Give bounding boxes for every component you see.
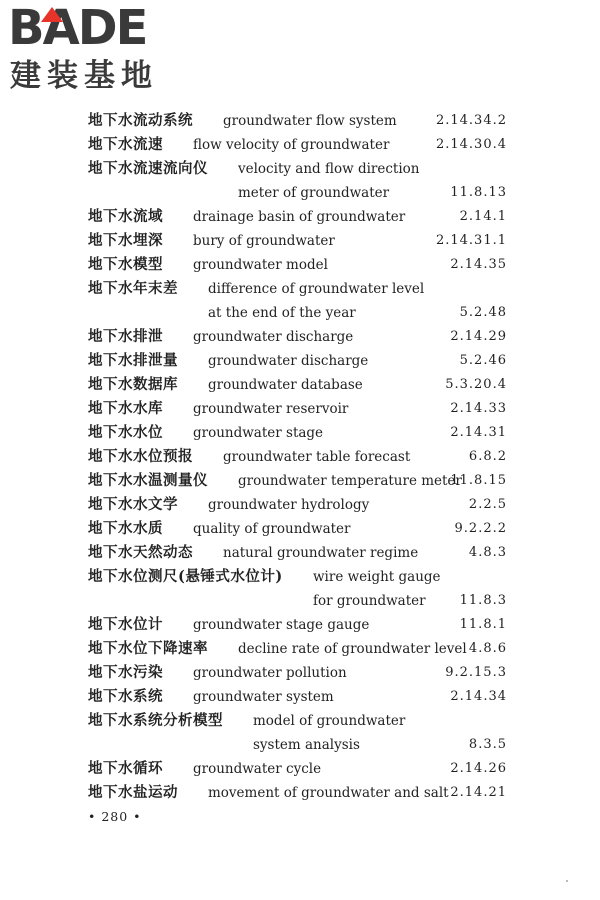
- section-reference: 8.3.5: [468, 737, 507, 752]
- term-chinese: 地下水数据库: [88, 376, 178, 393]
- term-english: flow velocity of groundwater: [193, 137, 390, 153]
- term-chinese: 地下水流速流向仪: [88, 160, 208, 177]
- term-english: groundwater system: [193, 689, 334, 705]
- section-reference: 2.14.29: [450, 329, 507, 344]
- section-reference: 2.14.34: [450, 689, 507, 704]
- page-number: • 280 •: [88, 809, 142, 824]
- section-reference: 2.14.34.2: [435, 113, 507, 128]
- glossary-row: [0, 109, 600, 133]
- term-english: natural groundwater regime: [223, 545, 419, 561]
- section-reference: 2.14.1: [459, 209, 507, 224]
- term-chinese: 地下水循环: [88, 760, 163, 777]
- term-chinese: 地下水年末差: [88, 280, 178, 297]
- glossary-row: [0, 301, 600, 325]
- section-reference: 5.2.46: [459, 353, 507, 368]
- term-english: wire weight gauge: [313, 569, 441, 585]
- term-english: bury of groundwater: [193, 233, 335, 249]
- section-reference: 4.8.3: [468, 545, 507, 560]
- glossary-row: [0, 709, 600, 733]
- term-english: groundwater cycle: [193, 761, 322, 777]
- term-english: movement of groundwater and salt: [208, 785, 449, 801]
- section-reference: 11.8.13: [450, 185, 507, 200]
- term-chinese: 地下水位计: [88, 616, 163, 633]
- term-chinese: 地下水水温测量仪: [88, 472, 208, 489]
- term-english: difference of groundwater level: [208, 281, 425, 297]
- term-chinese: 地下水水库: [88, 400, 163, 417]
- term-english: drainage basin of groundwater: [193, 209, 406, 225]
- glossary-row: [0, 373, 600, 397]
- section-reference: 5.2.48: [459, 305, 507, 320]
- section-reference: 2.14.30.4: [435, 137, 507, 152]
- section-reference: 11.8.3: [459, 593, 507, 608]
- glossary-row: [0, 517, 600, 541]
- term-english: for groundwater: [313, 593, 426, 609]
- glossary-row: [0, 421, 600, 445]
- term-english: groundwater discharge: [193, 329, 354, 345]
- term-chinese: 地下水水文学: [88, 496, 178, 513]
- section-reference: 6.8.2: [468, 449, 507, 464]
- section-reference: 2.14.31: [450, 425, 507, 440]
- glossary-row: [0, 757, 600, 781]
- term-english: at the end of the year: [208, 305, 356, 321]
- term-english: groundwater stage: [193, 425, 324, 441]
- section-reference: 11.8.15: [450, 473, 507, 488]
- term-english: groundwater stage gauge: [193, 617, 370, 633]
- term-chinese: 地下水排泄: [88, 328, 163, 345]
- section-reference: 5.3.20.4: [445, 377, 507, 392]
- term-chinese: 地下水位下降速率: [88, 640, 208, 657]
- term-english: groundwater database: [208, 377, 363, 393]
- term-chinese: 地下水水位预报: [88, 448, 193, 465]
- term-chinese: 地下水水质: [88, 520, 163, 537]
- term-english: meter of groundwater: [238, 185, 390, 201]
- section-reference: 2.14.35: [450, 257, 507, 272]
- glossary-row: [0, 781, 600, 805]
- term-chinese: 地下水流动系统: [88, 112, 193, 129]
- section-reference: 2.14.33: [450, 401, 507, 416]
- glossary-row: [0, 445, 600, 469]
- term-chinese: 地下水水位: [88, 424, 163, 441]
- section-reference: 11.8.1: [459, 617, 507, 632]
- glossary-row: [0, 589, 600, 613]
- glossary-row: [0, 469, 600, 493]
- glossary-row: [0, 661, 600, 685]
- glossary-row: [0, 325, 600, 349]
- term-chinese: 地下水系统分析模型: [88, 712, 223, 729]
- glossary-row: [0, 157, 600, 181]
- term-chinese: 地下水污染: [88, 664, 163, 681]
- term-english: groundwater flow system: [223, 113, 397, 129]
- glossary-entry-list: [0, 109, 600, 805]
- glossary-row: [0, 541, 600, 565]
- section-reference: 9.2.2.2: [454, 521, 507, 536]
- term-english: groundwater discharge: [208, 353, 369, 369]
- term-chinese: 地下水模型: [88, 256, 163, 273]
- section-reference: 2.14.31.1: [435, 233, 507, 248]
- term-english: groundwater pollution: [193, 665, 347, 681]
- term-english: system analysis: [253, 737, 360, 753]
- glossary-row: [0, 613, 600, 637]
- term-chinese: 地下水流域: [88, 208, 163, 225]
- term-english: groundwater table forecast: [223, 449, 411, 465]
- term-english: model of groundwater: [253, 713, 406, 729]
- section-reference: 2.14.21: [450, 785, 507, 800]
- glossary-row: [0, 565, 600, 589]
- glossary-row: [0, 229, 600, 253]
- term-chinese: 地下水埋深: [88, 232, 163, 249]
- term-chinese: 地下水流速: [88, 136, 163, 153]
- term-english: groundwater model: [193, 257, 328, 273]
- glossary-row: [0, 133, 600, 157]
- glossary-row: [0, 685, 600, 709]
- glossary-row: [0, 253, 600, 277]
- logo-wordmark: BADE: [8, 0, 147, 56]
- section-reference: 2.14.26: [450, 761, 507, 776]
- section-reference: 4.8.6: [468, 641, 507, 656]
- glossary-row: [0, 397, 600, 421]
- term-english: groundwater temperature meter: [238, 473, 462, 489]
- section-reference: 9.2.15.3: [445, 665, 507, 680]
- term-chinese: 地下水天然动态: [88, 544, 193, 561]
- glossary-row: [0, 349, 600, 373]
- term-english: velocity and flow direction: [238, 161, 420, 177]
- term-chinese: 地下水系统: [88, 688, 163, 705]
- term-chinese: 地下水位测尺(悬锤式水位计): [88, 568, 283, 585]
- glossary-row: [0, 205, 600, 229]
- scan-speck: [566, 880, 568, 882]
- term-english: quality of groundwater: [193, 521, 351, 537]
- term-chinese: 地下水排泄量: [88, 352, 178, 369]
- glossary-row: [0, 493, 600, 517]
- brand-logo: [8, 0, 178, 96]
- glossary-row: [0, 637, 600, 661]
- term-english: groundwater reservoir: [193, 401, 349, 417]
- logo-accent-triangle: [41, 7, 63, 22]
- term-english: decline rate of groundwater level: [238, 641, 467, 657]
- term-english: groundwater hydrology: [208, 497, 370, 513]
- glossary-row: [0, 733, 600, 757]
- logo-subtitle: 建装基地: [10, 58, 158, 94]
- term-chinese: 地下水盐运动: [88, 784, 178, 801]
- glossary-row: [0, 181, 600, 205]
- glossary-row: [0, 277, 600, 301]
- section-reference: 2.2.5: [468, 497, 507, 512]
